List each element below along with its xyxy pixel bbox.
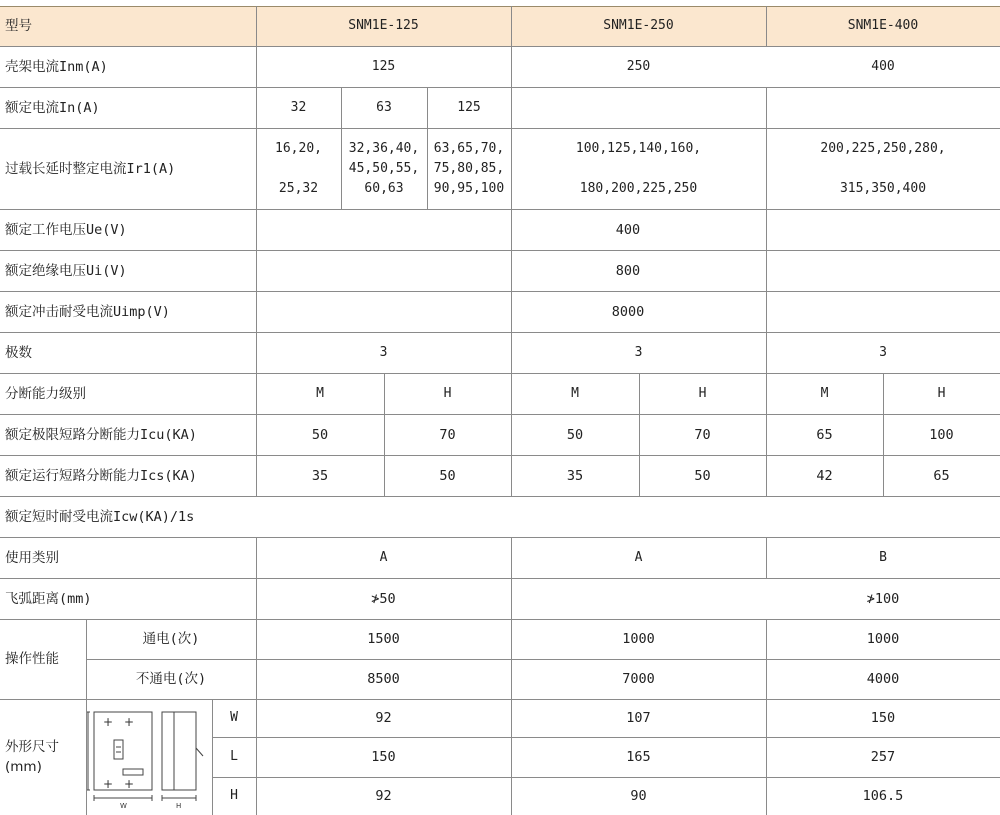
operation-on-400: 1000 (866, 631, 900, 647)
operation-label: 操作性能 (5, 651, 59, 667)
breaking-level-label: 分断能力级别 (5, 385, 86, 402)
breaking-level-125-h: H (443, 385, 452, 401)
rule (384, 373, 385, 496)
rule (0, 6, 1000, 7)
rule (0, 291, 1000, 292)
operation-off-125: 8500 (367, 671, 400, 687)
breaker-dimension-diagram (86, 700, 212, 810)
rule (256, 537, 257, 815)
dim-l-250: 165 (626, 749, 651, 765)
icu-400-h: 100 (929, 426, 954, 443)
rule (0, 209, 1000, 210)
rule (0, 455, 1000, 456)
rule (0, 332, 1000, 333)
rule (212, 699, 213, 815)
terminal-plus-top-left: + (103, 715, 114, 729)
rule (0, 619, 1000, 620)
arc-distance-125: ≯50 (371, 590, 396, 607)
category-250: A (634, 549, 643, 565)
rule (0, 128, 1000, 129)
frame-current-400: 400 (871, 58, 895, 74)
dim-l-label: L (230, 749, 238, 764)
overload-values-63: 32,36,40, 45,50,55, 60,63 (348, 140, 420, 196)
rule (766, 537, 767, 578)
icu-250-m: 50 (566, 426, 584, 443)
rule (86, 619, 87, 815)
rated-current-63: 63 (376, 99, 392, 115)
frame-current-125: 125 (371, 58, 396, 74)
dim-l-125: 150 (371, 749, 396, 765)
ics-250-m: 35 (566, 467, 584, 484)
ics-125-m: 35 (311, 467, 329, 484)
rule (511, 537, 512, 815)
header-model-125: SNM1E-125 (256, 6, 511, 46)
category-400: B (879, 549, 887, 565)
ue-label: 额定工作电压Ue(V) (5, 221, 127, 238)
category-125: A (379, 549, 388, 565)
dim-w-400: 150 (870, 710, 896, 726)
frame-current-250: 250 (626, 58, 651, 74)
overload-values-400: 200,225,250,280, 315,350,400 (820, 140, 946, 196)
terminal-plus-bottom-right: + (124, 777, 135, 791)
header-model-label: 型号 (0, 6, 256, 46)
breaking-level-400-h: H (937, 385, 946, 401)
rule (0, 496, 1000, 497)
ui-label: 额定绝缘电压Ui(V) (5, 262, 127, 279)
uimp-label: 额定冲击耐受电流Uimp(V) (5, 303, 170, 320)
rule (0, 46, 1000, 47)
rule (0, 699, 1000, 700)
overload-values-125: 63,65,70, 75,80,85, 90,95,100 (433, 140, 505, 196)
rule (341, 87, 342, 209)
rule (427, 87, 428, 209)
rule (0, 414, 1000, 415)
ics-label: 额定运行短路分断能力Ics(KA) (5, 467, 197, 484)
category-label: 使用类别 (5, 549, 59, 566)
icu-125-m: 50 (311, 426, 329, 443)
dim-w-250: 107 (626, 710, 651, 726)
rule (639, 373, 640, 496)
breaking-level-250-m: M (571, 385, 579, 401)
rule (212, 777, 1000, 778)
operation-off-label: 不通电(次) (135, 671, 207, 687)
arc-distance-label: 飞弧距离(mm) (5, 590, 92, 607)
ics-125-h: 50 (439, 467, 456, 484)
icu-250-h: 70 (694, 426, 711, 443)
header-model-250: SNM1E-250 (511, 6, 766, 46)
rated-current-32: 32 (290, 99, 307, 115)
rule (511, 6, 512, 496)
operation-off-250: 7000 (622, 671, 655, 687)
rule (212, 737, 1000, 738)
rule (883, 373, 884, 496)
dim-w-label: W (230, 710, 238, 725)
poles-250: 3 (634, 344, 643, 360)
ue-value: 400 (615, 221, 641, 238)
arc-distance-400: ≯100 (866, 590, 900, 607)
dim-h-125: 92 (375, 788, 392, 804)
rule (0, 87, 1000, 88)
icu-400-m: 65 (816, 426, 833, 443)
operation-on-label: 通电(次) (142, 631, 200, 647)
rated-current-125: 125 (457, 99, 481, 115)
dim-h-400: 106.5 (862, 788, 904, 804)
header-model-400: SNM1E-400 (766, 6, 1000, 46)
poles-125: 3 (379, 344, 388, 360)
uimp-value: 8000 (611, 303, 645, 320)
breaker-handle (114, 740, 123, 759)
breaking-level-250-h: H (698, 385, 707, 401)
overload-values-250: 100,125,140,160, 180,200,225,250 (575, 140, 702, 196)
rule (0, 578, 1000, 579)
ics-250-h: 50 (694, 467, 711, 484)
rule (256, 6, 257, 496)
rule (86, 659, 1000, 660)
ui-value: 800 (615, 262, 641, 279)
dim-w-125: 92 (375, 710, 392, 726)
rule (766, 619, 767, 815)
icu-125-h: 70 (439, 426, 456, 443)
dim-h-250: 90 (630, 788, 647, 804)
icu-label: 额定极限短路分断能力Icu(KA) (5, 426, 197, 443)
rule (766, 6, 767, 46)
rule (0, 250, 1000, 251)
poles-400: 3 (879, 344, 887, 360)
dim-h-label: H (230, 788, 238, 803)
rule (766, 87, 767, 496)
breaking-level-400-m: M (820, 385, 829, 401)
poles-label: 极数 (5, 344, 32, 361)
rule (0, 373, 1000, 374)
rule (0, 537, 1000, 538)
ics-400-m: 42 (816, 467, 833, 484)
breaking-level-125-m: M (316, 385, 324, 401)
overload-label: 过载长延时整定电流Ir1(A) (5, 160, 176, 177)
operation-on-250: 1000 (622, 631, 655, 647)
icw-label: 额定短时耐受电流Icw(KA)/1s (5, 508, 195, 525)
operation-off-400: 4000 (866, 671, 900, 687)
terminal-plus-bottom-left: + (103, 777, 114, 791)
terminal-plus-top-right: + (124, 715, 135, 729)
frame-current-label: 壳架电流Inm(A) (5, 58, 108, 75)
breaker-side-outline (162, 712, 196, 790)
overload-values-32: 16,20, 25,32 (275, 140, 322, 196)
dim-l-400: 257 (870, 749, 896, 765)
diagram-width-label: W (120, 802, 127, 810)
rated-current-label: 额定电流In(A) (5, 99, 100, 116)
operation-on-125: 1500 (367, 631, 400, 647)
dimensions-label: 外形尺寸 (mm) (5, 739, 59, 775)
ics-400-h: 65 (933, 467, 950, 484)
diagram-height-label: H (176, 802, 182, 810)
